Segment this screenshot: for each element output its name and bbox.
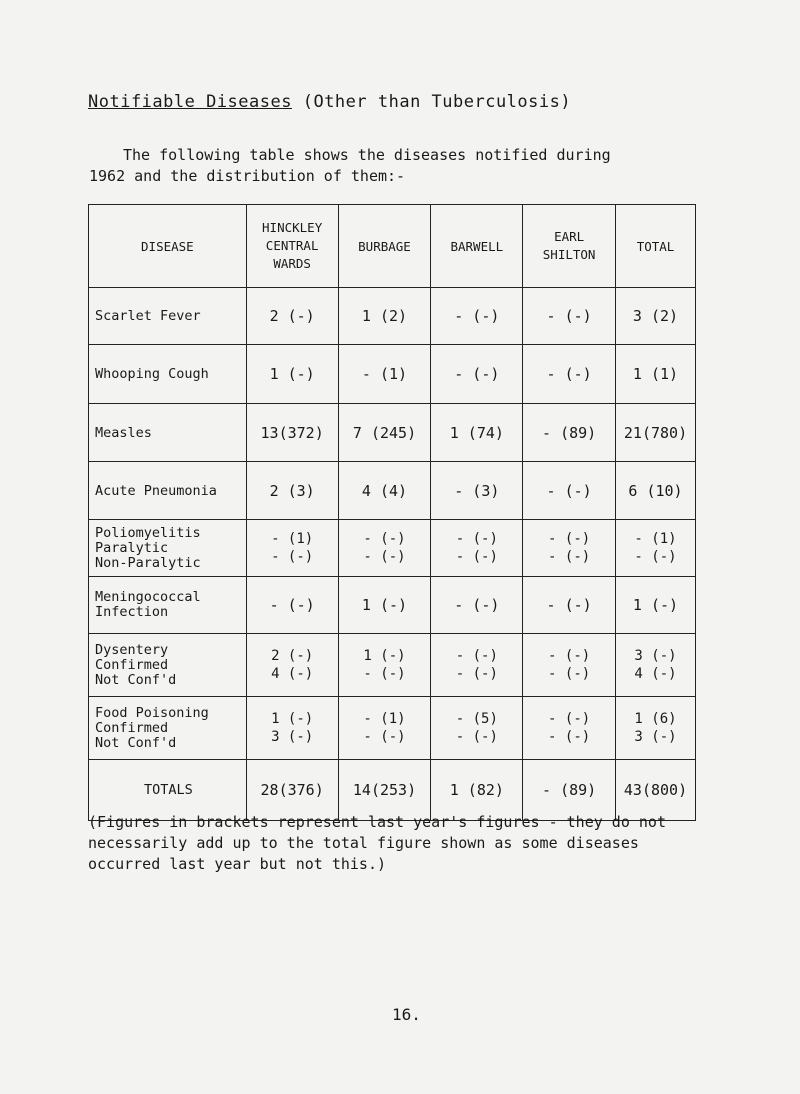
header-total: TOTAL <box>616 205 696 288</box>
table-row <box>89 462 696 520</box>
cell-total: 6 (10) <box>616 462 696 520</box>
cell-value: 1 (6) <box>634 711 677 727</box>
disease-line: Confirmed <box>95 656 169 673</box>
cell-barwell: 1 (82) <box>431 760 523 821</box>
cell-value: - (-) <box>548 531 591 547</box>
cell-value: 3 (-) <box>634 648 677 664</box>
cell-value: - (-) <box>363 549 406 565</box>
cell-earl: - (-) <box>523 577 616 634</box>
cell-value: 1 (-) <box>363 648 406 664</box>
cell-value: - (-) <box>363 531 406 547</box>
cell-value: - (-) <box>455 531 498 547</box>
cell-earl <box>523 634 616 697</box>
cell-earl: - (-) <box>523 288 616 345</box>
cell-burbage: 7 (245) <box>338 404 431 462</box>
cell-total <box>616 634 696 697</box>
cell-total: 1 (1) <box>616 345 696 404</box>
disease-line: Poliomyelitis <box>95 524 201 541</box>
cell-barwell: - (-) <box>431 345 523 404</box>
title-main: Notifiable Diseases <box>88 92 292 112</box>
cell-barwell: - (3) <box>431 462 523 520</box>
intro-line-2: 1962 and the distribution of them:- <box>89 167 406 185</box>
header-hinckley-3: WARDS <box>273 256 311 271</box>
cell-burbage: 1 (-) <box>338 577 431 634</box>
cell-earl: - (89) <box>523 404 616 462</box>
cell-total: 43(800) <box>616 760 696 821</box>
cell-burbage: 1 (2) <box>338 288 431 345</box>
cell-total: 1 (-) <box>616 577 696 634</box>
cell-value: - (-) <box>455 648 498 664</box>
cell-value: - (-) <box>363 729 406 745</box>
cell-hinckley: - (-) <box>246 577 338 634</box>
cell-barwell: - (-) <box>431 577 523 634</box>
disease-line: Dysentery <box>95 641 169 658</box>
header-earl-2: SHILTON <box>542 247 596 262</box>
disease-name <box>89 520 247 577</box>
cell-burbage: 4 (4) <box>338 462 431 520</box>
cell-earl: - (89) <box>523 760 616 821</box>
cell-earl <box>523 520 616 577</box>
cell-value: 1 (-) <box>271 711 314 727</box>
cell-burbage: - (1) <box>338 345 431 404</box>
cell-value: - (-) <box>634 549 677 565</box>
cell-earl <box>523 697 616 760</box>
cell-hinckley: 13(372) <box>246 404 338 462</box>
disease-name: Whooping Cough <box>89 345 247 404</box>
table-row <box>89 577 696 634</box>
cell-total <box>616 520 696 577</box>
cell-barwell: 1 (74) <box>431 404 523 462</box>
header-row <box>89 205 696 288</box>
cell-value: - (-) <box>548 549 591 565</box>
cell-burbage <box>338 697 431 760</box>
disease-line: Confirmed <box>95 719 169 736</box>
page-title <box>88 92 571 112</box>
cell-value: - (-) <box>548 666 591 682</box>
cell-barwell <box>431 634 523 697</box>
cell-value: - (-) <box>548 729 591 745</box>
table-row <box>89 520 696 577</box>
cell-value: - (-) <box>455 549 498 565</box>
disease-line: Paralytic <box>95 539 169 556</box>
cell-value: 4 (-) <box>271 666 314 682</box>
cell-value: - (5) <box>455 711 498 727</box>
disease-name: Acute Pneumonia <box>89 462 247 520</box>
disease-line: Infection <box>95 604 169 620</box>
cell-value: - (-) <box>548 711 591 727</box>
cell-hinckley <box>246 697 338 760</box>
cell-barwell <box>431 520 523 577</box>
cell-hinckley <box>246 634 338 697</box>
cell-burbage <box>338 520 431 577</box>
diseases-table <box>88 204 696 821</box>
cell-hinckley: 2 (3) <box>246 462 338 520</box>
cell-value: - (-) <box>455 666 498 682</box>
intro-paragraph <box>89 145 723 187</box>
cell-earl: - (-) <box>523 462 616 520</box>
title-suffix: (Other than Tuberculosis) <box>302 92 572 112</box>
cell-value: 3 (-) <box>634 729 677 745</box>
disease-name: Scarlet Fever <box>89 288 247 345</box>
cell-value: - (-) <box>548 648 591 664</box>
table-row <box>89 345 696 404</box>
cell-barwell: - (-) <box>431 288 523 345</box>
cell-value: 4 (-) <box>634 666 677 682</box>
cell-value: - (1) <box>363 711 406 727</box>
cell-value: - (-) <box>455 729 498 745</box>
disease-name <box>89 577 247 634</box>
header-barwell: BARWELL <box>431 205 523 288</box>
cell-barwell <box>431 697 523 760</box>
cell-burbage: 14(253) <box>338 760 431 821</box>
table-row <box>89 288 696 345</box>
table-row <box>89 697 696 760</box>
table-row <box>89 634 696 697</box>
header-hinckley-2: CENTRAL <box>265 238 319 253</box>
header-earl-shilton <box>523 205 616 288</box>
disease-line: Food Poisoning <box>95 704 209 721</box>
disease-name <box>89 634 247 697</box>
table-row <box>89 404 696 462</box>
totals-label: TOTALS <box>89 760 247 821</box>
cell-hinckley: 28(376) <box>246 760 338 821</box>
header-burbage: BURBAGE <box>338 205 431 288</box>
cell-earl: - (-) <box>523 345 616 404</box>
disease-line: Meningococcal <box>95 589 201 605</box>
cell-value: - (1) <box>271 531 314 547</box>
cell-hinckley <box>246 520 338 577</box>
disease-line: Non-Paralytic <box>95 554 201 571</box>
cell-hinckley: 1 (-) <box>246 345 338 404</box>
disease-line: Not Conf'd <box>95 671 177 688</box>
header-hinckley <box>246 205 338 288</box>
cell-total <box>616 697 696 760</box>
footnote: (Figures in brackets represent last year's figures - they do not necessarily add up to the total figure shown as some diseases occurred last year but not this.) <box>88 813 666 873</box>
disease-line: Not Conf'd <box>95 734 177 751</box>
header-disease: DISEASE <box>89 205 247 288</box>
cell-value: 2 (-) <box>271 648 314 664</box>
disease-name <box>89 697 247 760</box>
header-hinckley-1: HINCKLEY <box>262 220 323 235</box>
cell-hinckley: 2 (-) <box>246 288 338 345</box>
cell-total: 3 (2) <box>616 288 696 345</box>
cell-value: 3 (-) <box>271 729 314 745</box>
cell-value: - (-) <box>363 666 406 682</box>
intro-line-1: The following table shows the diseases notified during <box>123 146 611 164</box>
header-earl-1: EARL <box>554 229 585 244</box>
cell-burbage <box>338 634 431 697</box>
disease-name: Measles <box>89 404 247 462</box>
cell-value: - (-) <box>271 549 314 565</box>
cell-value: - (1) <box>634 531 677 547</box>
page-number: 16. <box>392 1005 421 1024</box>
cell-total: 21(780) <box>616 404 696 462</box>
